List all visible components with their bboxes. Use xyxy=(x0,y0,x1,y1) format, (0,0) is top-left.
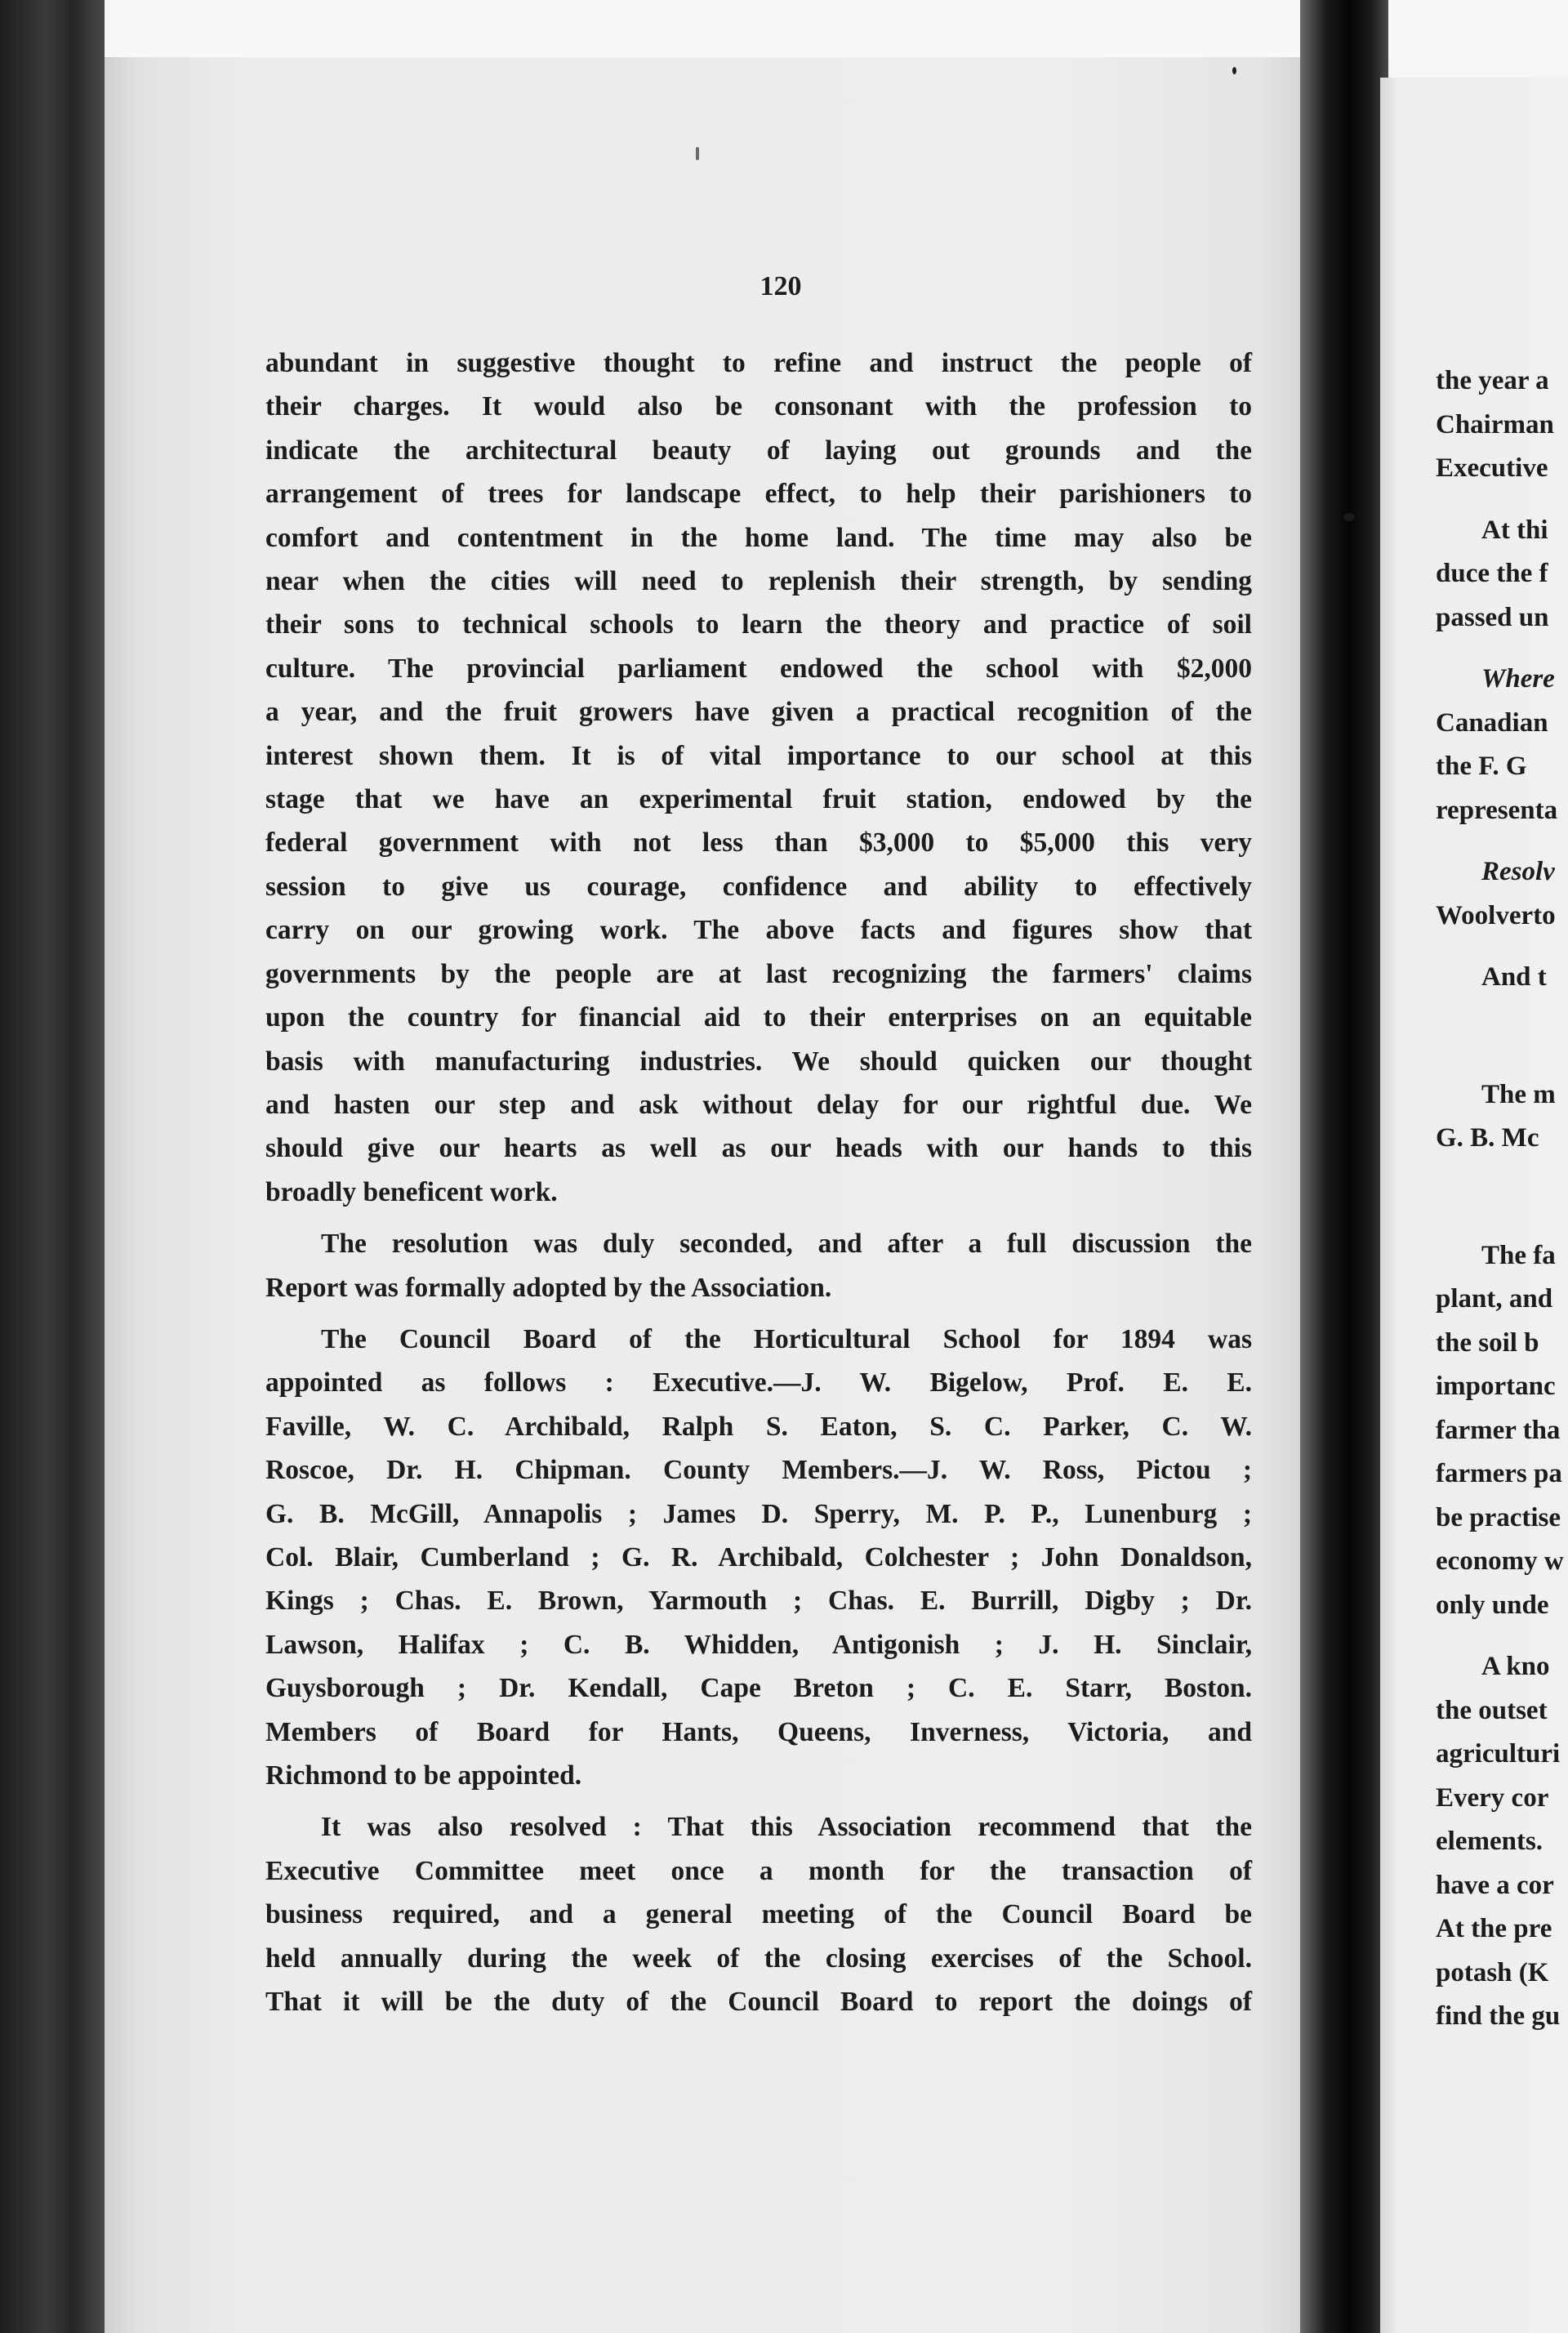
text-line: It was also resolved : That this Association recommend that the xyxy=(321,1812,1252,1843)
text-line: business required, and a general meeting of the Council Board be xyxy=(265,1899,1252,1930)
facing-page-line: farmer tha xyxy=(1436,1415,1561,1445)
facing-page-line: Chairman xyxy=(1436,409,1554,439)
text-line: comfort and contentment in the home land. The time may also be xyxy=(265,522,1252,553)
text-line: federal government with not less than $3,000 to $5,000 this very xyxy=(265,827,1252,859)
text-line: basis with manufacturing industries. We should quicken our thought xyxy=(265,1046,1252,1077)
facing-page-line: the F. G xyxy=(1436,752,1527,781)
facing-page-line: The fa xyxy=(1481,1240,1556,1270)
text-line: Richmond to be appointed. xyxy=(265,1760,582,1791)
text-line: governments by the people are at last recognizing the farmers' claims xyxy=(265,958,1252,989)
facing-page-line: The m xyxy=(1481,1079,1556,1109)
facing-page-text-fragment xyxy=(1436,359,1568,2039)
line-gap xyxy=(1436,832,1568,850)
text-line: Col. Blair, Cumberland ; G. R. Archibald, Colchester ; John Donaldson, xyxy=(265,1541,1252,1572)
facing-page-line: potash (K xyxy=(1436,1957,1549,1987)
text-line: stage that we have an experimental fruit station, endowed by the xyxy=(265,784,1252,815)
text-line: upon the country for financial aid to their enterprises on an equitable xyxy=(265,1002,1252,1033)
line-gap xyxy=(1436,640,1568,658)
text-line: Lawson, Halifax ; C. B. Whidden, Antigonish ; J. H. Sinclair, xyxy=(265,1629,1252,1660)
paragraph xyxy=(265,1805,1252,2023)
facing-page-line: find the gu xyxy=(1436,2001,1561,2031)
text-line: appointed as follows : Executive.—J. W. Bigelow, Prof. E. E. xyxy=(265,1367,1252,1398)
page-number-text: 120 xyxy=(760,271,802,301)
facing-page-line: At thi xyxy=(1481,515,1548,545)
facing-page-line: plant, and xyxy=(1436,1284,1553,1314)
dust-speck xyxy=(1232,67,1236,74)
text-line: and hasten our step and ask without delay for our rightful due. We xyxy=(265,1089,1252,1120)
text-line: Report was formally adopted by the Association. xyxy=(265,1272,832,1303)
paragraph xyxy=(265,1318,1252,1797)
text-line: should give our hearts as well as our heads with our hands to this xyxy=(265,1133,1252,1164)
facing-page-line: duce the f xyxy=(1436,559,1548,588)
facing-page-line: At the pre xyxy=(1436,1914,1552,1943)
facing-page-line: Executive xyxy=(1436,453,1548,483)
text-line: That it will be the duty of the Council Board to report the doings of xyxy=(265,1987,1252,2018)
facing-page-line: agriculturi xyxy=(1436,1739,1561,1769)
facing-page-line: A kno xyxy=(1481,1652,1550,1681)
text-line: their sons to technical schools to learn the theory and practice of soil xyxy=(265,609,1252,640)
line-gap xyxy=(1436,938,1568,956)
facing-page-line: have a cor xyxy=(1436,1870,1554,1900)
facing-page-line: Where xyxy=(1481,664,1555,694)
facing-page-line: Every cor xyxy=(1436,1782,1549,1813)
facing-page-line: Resolv xyxy=(1481,857,1555,886)
facing-page-line: farmers pa xyxy=(1436,1459,1562,1488)
facing-page-line: passed un xyxy=(1436,602,1549,632)
dust-speck xyxy=(1343,513,1355,521)
text-line: Faville, W. C. Archibald, Ralph S. Eaton, S. C. Parker, C. W. xyxy=(265,1411,1252,1442)
text-line: abundant in suggestive thought to refine and instruct the people of xyxy=(265,348,1252,378)
text-line: Executive Committee meet once a month for the transaction of xyxy=(265,1855,1252,1886)
facing-page-line: only unde xyxy=(1436,1590,1549,1620)
facing-page-line: be practise xyxy=(1436,1502,1561,1532)
facing-page-line: elements. xyxy=(1436,1827,1544,1856)
line-gap xyxy=(1436,1000,1568,1073)
dust-speck xyxy=(696,147,699,160)
text-line: near when the cities will need to replenish their strength, by sending xyxy=(265,566,1252,597)
paragraph xyxy=(265,341,1252,1214)
text-line: Guysborough ; Dr. Kendall, Cape Breton ; C. E. Starr, Boston. xyxy=(265,1673,1252,1704)
facing-page-line: G. B. Mc xyxy=(1436,1123,1539,1153)
facing-page-line: economy w xyxy=(1436,1546,1564,1576)
text-line: indicate the architectural beauty of laying out grounds and the xyxy=(265,435,1252,466)
facing-page-line: And t xyxy=(1481,962,1547,992)
text-line: culture. The provincial parliament endowed the school with $2,000 xyxy=(265,653,1252,684)
main-body-text xyxy=(265,341,1252,2023)
page-gutter xyxy=(1300,0,1388,2333)
line-gap xyxy=(1436,491,1568,509)
text-line: The Council Board of the Horticultural School for 1894 was xyxy=(321,1323,1252,1354)
text-line: session to give us courage, confidence and ability to effectively xyxy=(265,871,1252,902)
facing-page-line: the outset xyxy=(1436,1695,1548,1725)
text-line: arrangement of trees for landscape effect, to help their parishioners to xyxy=(265,479,1252,510)
page-number xyxy=(0,271,1568,302)
text-line: held annually during the week of the closing exercises of the School. xyxy=(265,1943,1252,1974)
text-line: Kings ; Chas. E. Brown, Yarmouth ; Chas. E. Burrill, Digby ; Dr. xyxy=(265,1586,1252,1617)
text-line: Roscoe, Dr. H. Chipman. County Members.—J. W. Ross, Pictou ; xyxy=(265,1455,1252,1486)
text-line: their charges. It would also be consonant with the profession to xyxy=(265,391,1252,422)
text-line: a year, and the fruit growers have given a practical recognition of the xyxy=(265,697,1252,728)
line-gap xyxy=(1436,1627,1568,1645)
facing-page-line: Canadian xyxy=(1436,707,1548,738)
facing-page-line: representa xyxy=(1436,795,1558,825)
text-line: broadly beneficent work. xyxy=(265,1176,558,1207)
facing-page-line: the year a xyxy=(1436,366,1549,395)
text-line: G. B. McGill, Annapolis ; James D. Sperry, M. P. P., Lunenburg ; xyxy=(265,1498,1252,1529)
line-gap xyxy=(1436,1161,1568,1234)
paragraph xyxy=(265,1222,1252,1309)
text-line: The resolution was duly seconded, and after a full discussion the xyxy=(321,1229,1252,1260)
text-line: carry on our growing work. The above facts and figures show that xyxy=(265,915,1252,946)
text-line: interest shown them. It is of vital importance to our school at this xyxy=(265,740,1252,771)
text-line: Members of Board for Hants, Queens, Inverness, Victoria, and xyxy=(265,1716,1252,1747)
book-binding-edge xyxy=(0,0,105,2333)
facing-page-line: the soil b xyxy=(1436,1327,1539,1358)
facing-page-line: Woolverto xyxy=(1436,900,1556,930)
facing-page-line: importanc xyxy=(1436,1372,1556,1401)
